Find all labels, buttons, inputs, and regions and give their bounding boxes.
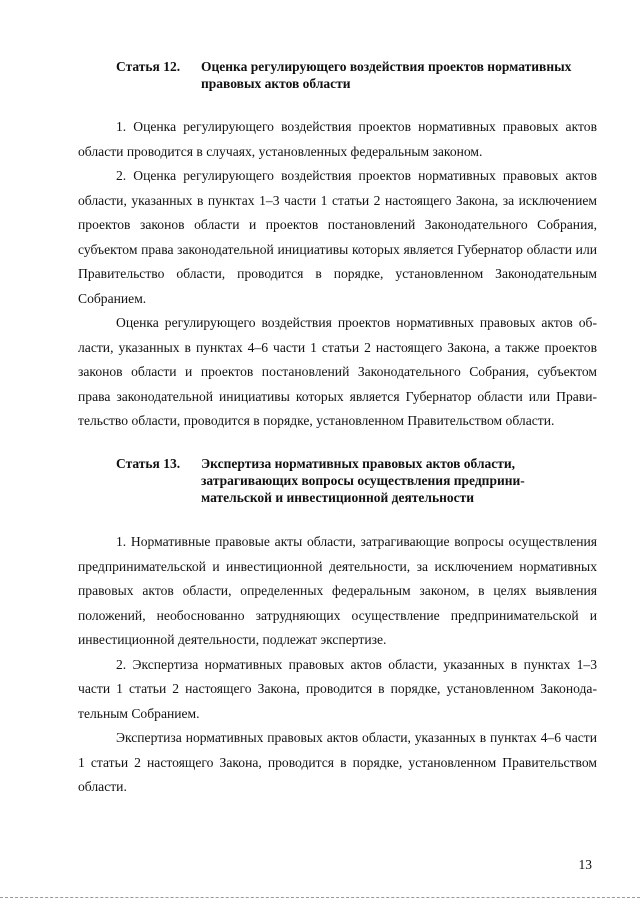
scan-edge-divider (0, 897, 640, 898)
article-12-paragraph-1: 1. Оценка регулирующего воздействия проектов нормативных правовых актов области проводится в случаях, установленных федеральным законом. (78, 119, 597, 159)
article-13-paragraph-2: 2. Экспертиза нормативных правовых актов области, указанных в пунктах 1–3 части 1 статьи 2 настоящего Закона, проводится в порядке, установленном Законодательным Собранием. (78, 656, 597, 721)
article-13-paragraph-1: 1. Нормативные правовые акты области, затрагивающие вопросы осуществления предпринимательской и инвестиционной деятельности, за исключением нормативных правовых актов области, определенных федеральным законом, в целях выявления положений, необоснованно затрудняющих осуществление предпринимательской и инвестиционной деятельности, подлежат экспертизе. (78, 534, 597, 647)
page-number: 13 (578, 857, 592, 872)
article-13-title: Экспертиза нормативных правовых актов области, затрагивающих вопросы осуществления предприни- мательской и инвестиционной деятельности (201, 456, 525, 505)
article-12-body (78, 115, 597, 434)
article-12-paragraph-2: 2. Оценка регулирующего воздействия проектов нормативных правовых актов области, указанных в пунктах 1–3 части 1 статьи 2 настоящего Закона, за исключением проектов законов области и проектов постановлений Законодательного Собрания, субъектом права законодательной инициативы которых является Губернатор области или Правительство области, проводится в порядке, установленном Законодательным Собранием. (78, 168, 597, 306)
article-12-title: Оценка регулирующего воздействия проектов нормативных правовых актов области (201, 59, 572, 91)
article-13-body (78, 530, 597, 800)
article-13-number: Статья 13. (116, 456, 181, 471)
article-12-heading (116, 58, 596, 92)
article-12-number: Статья 12. (116, 59, 181, 74)
article-13-paragraph-3: Экспертиза нормативных правовых актов области, указанных в пунктах 4–6 части 1 статьи 2 настоящего Закона, проводится в порядке, установленном Правительством области. (78, 730, 597, 794)
article-13-heading (116, 455, 596, 506)
article-12-paragraph-3: Оценка регулирующего воздействия проектов нормативных правовых актов области, указанных в пунктах 4–6 части 1 статьи 2 настоящего Закона, а также проектов законов области и проектов постановлений Законодательного Собрания, субъектом права законодательной инициативы которых является Губернатор области или Правительство области, проводится в порядке, установленном Правительством области. (78, 315, 597, 428)
